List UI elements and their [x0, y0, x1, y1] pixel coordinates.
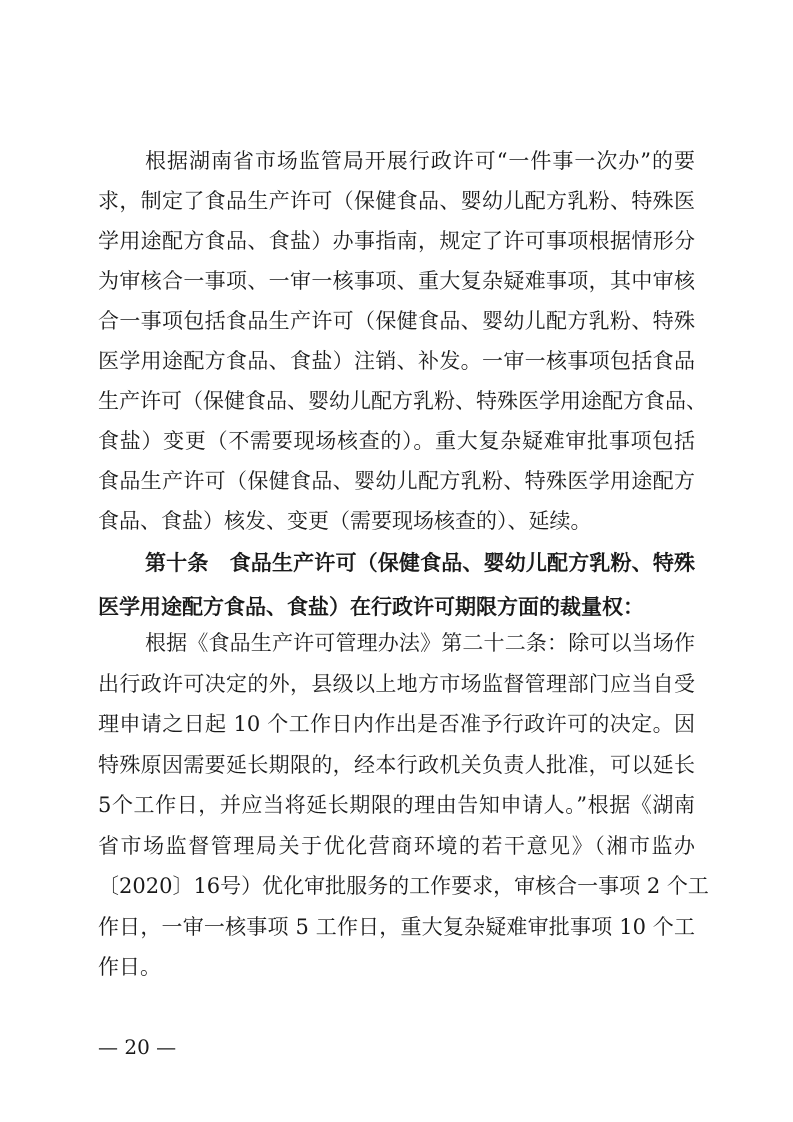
text-line: 理申请之日起 10 个工作日内作出是否准予行政许可的决定。因 — [98, 712, 695, 736]
text-line: 第十条 食品生产许可（保健食品、婴幼儿配方乳粉、特殊 — [145, 550, 695, 575]
text-line: 根据湖南省市场监管局开展行政许可“一件事一次办”的要 — [145, 149, 695, 173]
text-line: 食品、食盐）核发、变更（需要现场核查的）、延续。 — [98, 509, 592, 533]
text-line: 5个工作日，并应当将延长期限的理由告知申请人。”根据《湖南 — [98, 793, 695, 817]
text-line: 特殊原因需要延长期限的，经本行政机关负责人批准，可以延长 — [98, 752, 695, 777]
text-line: 医学用途配方食品、食盐）在行政许可期限方面的裁量权： — [98, 594, 644, 619]
text-line: 作日，一审一核事项 5 工作日，重大复杂疑难审批事项 10 个工 — [98, 914, 695, 939]
text-line: 求，制定了食品生产许可（保健食品、婴幼儿配方乳粉、特殊医 — [98, 189, 695, 213]
text-line: 医学用途配方食品、食盐）注销、补发。一审一核事项包括食品 — [98, 349, 695, 373]
page-number: — 20 — — [98, 1035, 177, 1059]
text-line: 食盐）变更（不需要现场核查的）。重大复杂疑难审批事项包括 — [98, 429, 695, 453]
text-line: 合一事项包括食品生产许可（保健食品、婴幼儿配方乳粉、特殊 — [98, 309, 695, 333]
text-line: 学用途配方食品、食盐）办事指南，规定了许可事项根据情形分 — [98, 229, 695, 253]
text-line: 根据《食品生产许可管理办法》第二十二条：除可以当场作 — [145, 631, 695, 655]
text-line: 省市场监督管理局关于优化营商环境的若干意见》（湘市监办 — [98, 833, 695, 858]
text-line: 出行政许可决定的外，县级以上地方市场监督管理部门应当自受 — [98, 671, 695, 696]
text-line: 食品生产许可（保健食品、婴幼儿配方乳粉、特殊医学用途配方 — [98, 469, 695, 493]
text-line: 为审核合一事项、一审一核事项、重大复杂疑难事项，其中审核 — [98, 269, 695, 293]
text-line: 生产许可（保健食品、婴幼儿配方乳粉、特殊医学用途配方食品、 — [98, 389, 707, 413]
text-line: 〔2020〕16号）优化审批服务的工作要求，审核合一事项 2 个工 — [98, 874, 709, 898]
text-line: 作日。 — [98, 955, 161, 979]
